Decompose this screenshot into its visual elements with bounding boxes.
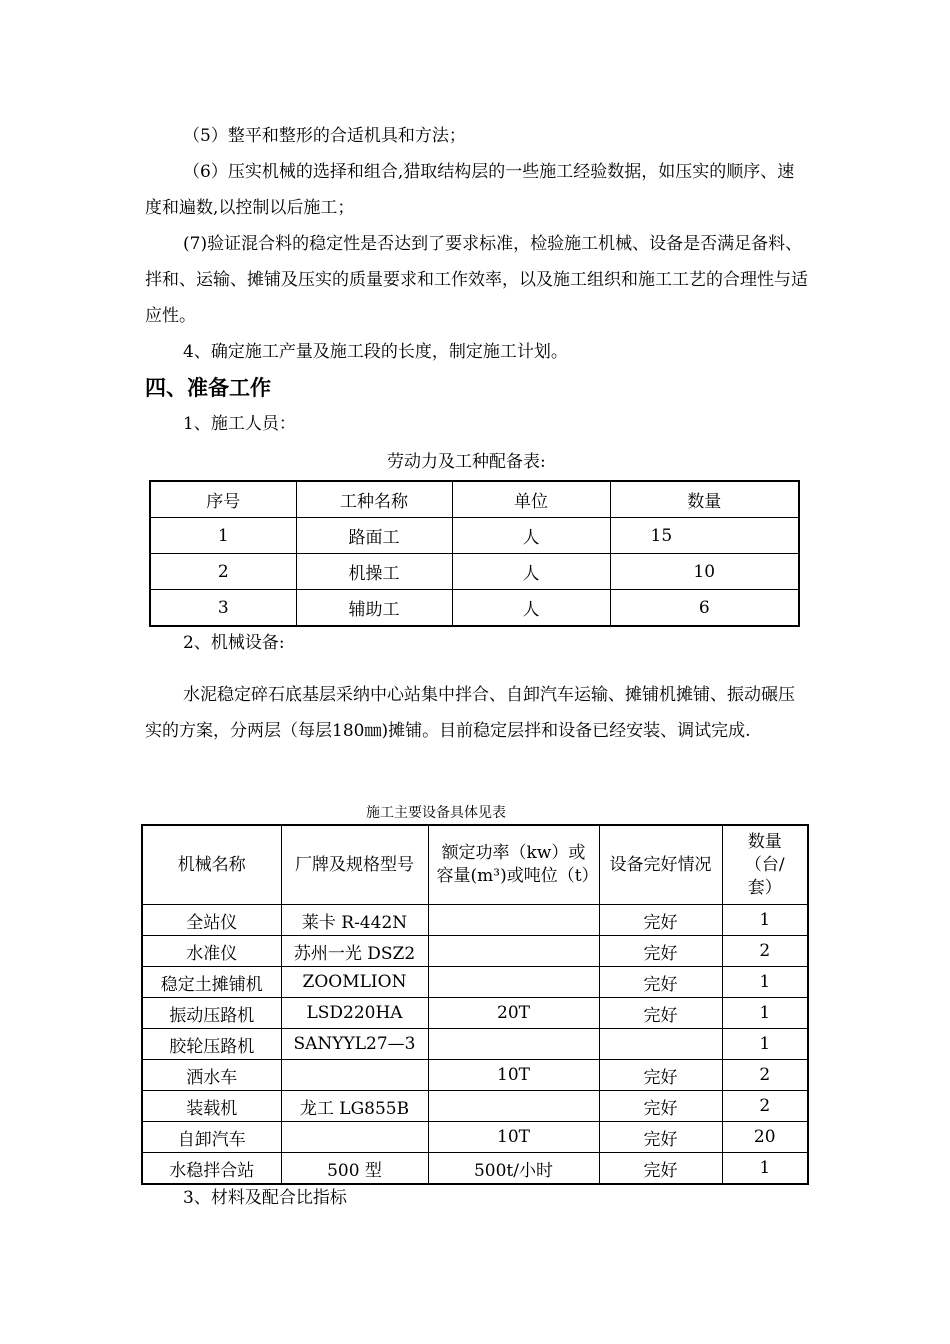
table-cell: 15 [610, 518, 799, 554]
table-cell: 人 [452, 518, 610, 554]
paragraph-item-4: 4、确定施工产量及施工段的长度，制定施工计划。 [183, 342, 568, 362]
table-cell: SANYYL27—3 [281, 1029, 428, 1060]
item-2-label: 2、机械设备: [183, 633, 285, 653]
table-cell: 500 型 [281, 1153, 428, 1185]
equipment-table-caption: 施工主要设备具体见表 [366, 805, 506, 821]
table-cell: ZOOMLION [281, 967, 428, 998]
labor-table [149, 480, 800, 627]
table-cell: 胶轮压路机 [142, 1029, 281, 1060]
table-cell: 完好 [599, 905, 722, 936]
table-row [142, 1060, 808, 1091]
table-cell [428, 905, 599, 936]
table-cell [428, 967, 599, 998]
table-cell: 1 [722, 1029, 808, 1060]
table-row [142, 998, 808, 1029]
table-row [150, 518, 799, 554]
table-row [150, 590, 799, 627]
table-cell: 完好 [599, 998, 722, 1029]
table-cell: 2 [722, 1091, 808, 1122]
table-cell: 10 [610, 554, 799, 590]
labor-table-caption: 劳动力及工种配备表: [387, 452, 546, 472]
header-cell: 设备完好情况 [599, 825, 722, 905]
paragraph-item-7: (7)验证混合料的稳定性是否达到了要求标准，检验施工机械、设备是否满足备料、拌和、运输、摊铺及压实的质量要求和工作效率，以及施工组织和施工工艺的合理性与适应性。 [145, 234, 808, 326]
table-row [142, 1153, 808, 1185]
header-cell: 序号 [150, 481, 296, 518]
equipment-table [141, 824, 809, 1185]
paragraph-item-6: （6）压实机械的选择和组合,猎取结构层的一些施工经验数据，如压实的顺序、速度和遍数,以控制以后施工； [145, 162, 795, 218]
table-header-row [142, 825, 808, 905]
table-cell [599, 1029, 722, 1060]
header-cell: 数量（台/套） [722, 825, 808, 905]
table-row [142, 967, 808, 998]
table-cell: 完好 [599, 936, 722, 967]
table-cell: 机操工 [296, 554, 452, 590]
table-cell: 人 [452, 554, 610, 590]
table-cell: 2 [722, 1060, 808, 1091]
header-cell: 单位 [452, 481, 610, 518]
table-cell: 6 [610, 590, 799, 627]
header-cell: 工种名称 [296, 481, 452, 518]
table-cell: 水稳拌合站 [142, 1153, 281, 1185]
table-cell [428, 1091, 599, 1122]
table-cell [428, 936, 599, 967]
table-row [142, 1029, 808, 1060]
table-cell: 1 [722, 967, 808, 998]
table-cell: 1 [150, 518, 296, 554]
table-cell: 洒水车 [142, 1060, 281, 1091]
table-row [150, 554, 799, 590]
paragraph-item-5: （5）整平和整形的合适机具和方法； [183, 126, 466, 146]
header-cell: 厂牌及规格型号 [281, 825, 428, 905]
table-cell: 自卸汽车 [142, 1122, 281, 1153]
header-cell: 额定功率（kw）或容量(m³)或吨位（t） [428, 825, 599, 905]
table-cell: 20T [428, 998, 599, 1029]
table-cell: 完好 [599, 1153, 722, 1185]
table-cell: 全站仪 [142, 905, 281, 936]
table-cell: 装载机 [142, 1091, 281, 1122]
table-cell: 完好 [599, 967, 722, 998]
equipment-paragraph: 水泥稳定碎石底基层采纳中心站集中拌合、自卸汽车运输、摊铺机摊铺、振动碾压实的方案，分两层（每层180㎜)摊铺。目前稳定层拌和设备已经安装、调试完成. [145, 685, 795, 741]
table-header-row [150, 481, 799, 518]
table-cell: 500t/小时 [428, 1153, 599, 1185]
table-cell: 振动压路机 [142, 998, 281, 1029]
table-row [142, 936, 808, 967]
table-cell: 1 [722, 905, 808, 936]
table-cell: 完好 [599, 1122, 722, 1153]
table-cell: 路面工 [296, 518, 452, 554]
table-cell [428, 1029, 599, 1060]
table-cell: 2 [722, 936, 808, 967]
table-cell: 苏州一光 DSZ2 [281, 936, 428, 967]
table-cell: 完好 [599, 1060, 722, 1091]
table-cell: 1 [722, 998, 808, 1029]
table-cell: 2 [150, 554, 296, 590]
table-row [142, 905, 808, 936]
table-cell: 10T [428, 1122, 599, 1153]
table-cell: 人 [452, 590, 610, 627]
table-cell: 稳定土摊铺机 [142, 967, 281, 998]
header-cell: 数量 [610, 481, 799, 518]
table-cell: 3 [150, 590, 296, 627]
table-cell: 1 [722, 1153, 808, 1185]
table-row [142, 1122, 808, 1153]
table-cell: 10T [428, 1060, 599, 1091]
section-heading: 四、准备工作 [145, 376, 271, 400]
table-cell: 龙工 LG855B [281, 1091, 428, 1122]
table-cell: LSD220HA [281, 998, 428, 1029]
table-cell: 辅助工 [296, 590, 452, 627]
item-1-label: 1、施工人员： [183, 414, 296, 434]
table-cell: 完好 [599, 1091, 722, 1122]
table-cell: 水准仪 [142, 936, 281, 967]
table-cell: 莱卡 R-442N [281, 905, 428, 936]
item-3-label: 3、材料及配合比指标 [183, 1188, 347, 1208]
table-cell [281, 1060, 428, 1091]
table-row [142, 1091, 808, 1122]
header-cell: 机械名称 [142, 825, 281, 905]
table-cell [281, 1122, 428, 1153]
table-cell: 20 [722, 1122, 808, 1153]
